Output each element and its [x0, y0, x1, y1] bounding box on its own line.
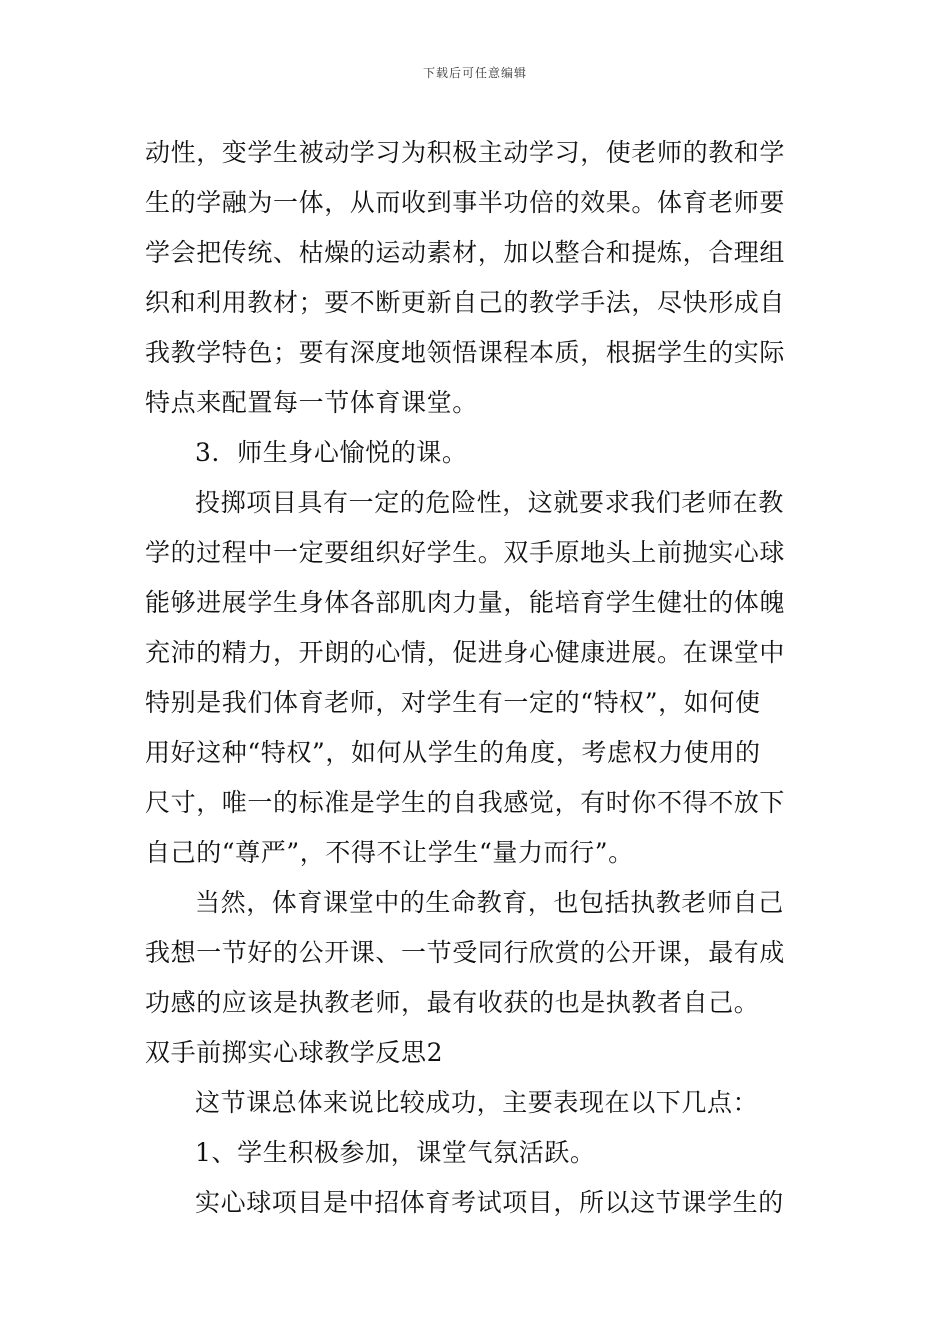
section-heading: 3．师生身心愉悦的课。: [195, 438, 468, 467]
text-line: 当然，体育课堂中的生命教育，也包括执教老师自己: [195, 888, 784, 917]
text-line: 特别是我们体育老师，对学生有一定的“特权”，如何使: [145, 688, 761, 717]
text-line: 动性，变学生被动学习为积极主动学习，使老师的教和学: [145, 138, 786, 167]
text-line: 学的过程中一定要组织好学生。双手原地头上前抛实心球: [145, 538, 786, 567]
text-line: 能够进展学生身体各部肌肉力量，能培育学生健壮的体魄: [145, 588, 786, 617]
section-heading: 1、学生积极参加，课堂气氛活跃。: [195, 1138, 596, 1167]
text-line: 功感的应该是执教老师，最有收获的也是执教者自己。: [145, 988, 760, 1017]
document-title: 双手前掷实心球教学反思2: [145, 1038, 444, 1067]
text-line: 充沛的精力，开朗的心情，促进身心健康进展。在课堂中: [145, 638, 786, 667]
text-line: 我想一节好的公开课、一节受同行欣赏的公开课，最有成: [145, 938, 786, 967]
text-line: 生的学融为一体，从而收到事半功倍的效果。体育老师要: [145, 188, 786, 217]
text-line: 特点来配置每一节体育课堂。: [145, 388, 478, 417]
text-line: 投掷项目具有一定的危险性，这就要求我们老师在教: [195, 488, 784, 517]
text-line: 织和利用教材；要不断更新自己的教学手法，尽快形成自: [145, 288, 786, 317]
text-line: 自己的“尊严”，不得不让学生“量力而行”。: [145, 838, 634, 867]
text-line: 用好这种“特权”，如何从学生的角度，考虑权力使用的: [145, 738, 761, 767]
text-line: 尺寸，唯一的标准是学生的自我感觉，有时你不得不放下: [145, 788, 786, 817]
page-header: 下载后可任意编辑: [422, 66, 527, 80]
document-body: [145, 128, 807, 1228]
text-line: 我教学特色；要有深度地领悟课程本质，根据学生的实际: [145, 338, 786, 367]
text-line: 实心球项目是中招体育考试项目，所以这节课学生的: [195, 1188, 784, 1217]
text-line: 学会把传统、枯燥的运动素材，加以整合和提炼，合理组: [145, 238, 786, 267]
text-line: 这节课总体来说比较成功，主要表现在以下几点：: [195, 1088, 759, 1117]
